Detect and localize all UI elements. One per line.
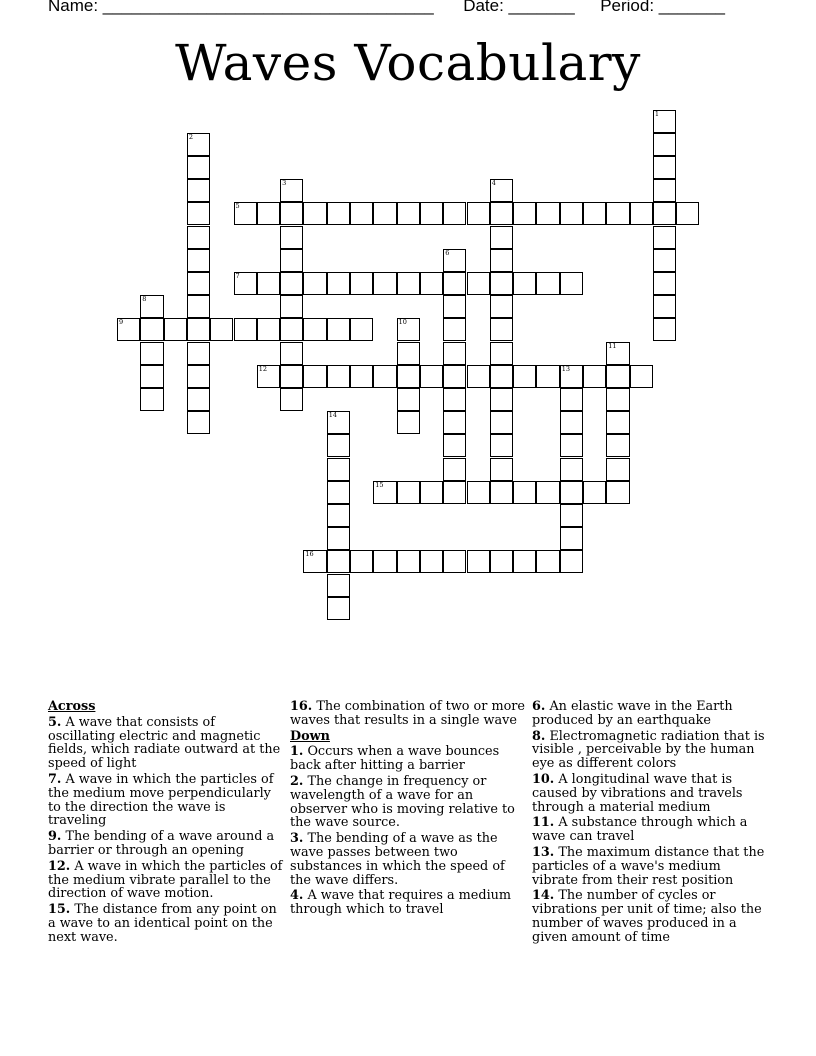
- crossword-cell[interactable]: [234, 202, 257, 225]
- crossword-cell[interactable]: [303, 550, 326, 573]
- clue-number: 3: [282, 179, 287, 188]
- crossword-cell[interactable]: [653, 156, 676, 179]
- crossword-cell[interactable]: [513, 550, 536, 573]
- crossword-cell[interactable]: [490, 249, 513, 272]
- crossword-cell[interactable]: [187, 411, 210, 434]
- crossword-cell[interactable]: [606, 365, 629, 388]
- crossword-cell[interactable]: [490, 411, 513, 434]
- crossword-cell[interactable]: [373, 365, 396, 388]
- clue-column-3: [532, 700, 768, 947]
- crossword-cell[interactable]: [560, 481, 583, 504]
- crossword-cell[interactable]: [303, 272, 326, 295]
- crossword-cell[interactable]: [397, 550, 420, 573]
- crossword-cell[interactable]: [140, 388, 163, 411]
- crossword-cell[interactable]: [443, 342, 466, 365]
- clue-number: 14: [328, 411, 337, 420]
- crossword-cell[interactable]: [653, 249, 676, 272]
- crossword-cell[interactable]: [467, 202, 490, 225]
- crossword-cell[interactable]: [303, 365, 326, 388]
- crossword-cell[interactable]: [420, 202, 443, 225]
- crossword-cell[interactable]: [187, 179, 210, 202]
- crossword-cell[interactable]: [327, 504, 350, 527]
- crossword-cell[interactable]: [280, 342, 303, 365]
- crossword-cell[interactable]: [187, 226, 210, 249]
- crossword-cell[interactable]: [327, 318, 350, 341]
- crossword-cell[interactable]: [490, 179, 513, 202]
- crossword-cell[interactable]: [490, 388, 513, 411]
- crossword-cell[interactable]: [606, 411, 629, 434]
- crossword-cell[interactable]: [327, 527, 350, 550]
- clue-across-9: 9. The bending of a wave around a barrier or through an opening: [48, 829, 275, 858]
- clue-across-16: 16. The combination of two or more waves that results in a single wave: [290, 699, 525, 728]
- crossword-cell[interactable]: [397, 388, 420, 411]
- clue-number: 9: [119, 318, 124, 327]
- crossword-cell[interactable]: [140, 295, 163, 318]
- down-heading: Down: [290, 728, 330, 744]
- crossword-cell[interactable]: [303, 202, 326, 225]
- crossword-cell[interactable]: [513, 365, 536, 388]
- clue-number: 10: [398, 318, 407, 327]
- date-field-label[interactable]: Date: _______: [463, 0, 575, 15]
- crossword-cell[interactable]: [164, 318, 187, 341]
- crossword-cell[interactable]: [443, 550, 466, 573]
- crossword-cell[interactable]: [490, 458, 513, 481]
- crossword-cell[interactable]: [280, 179, 303, 202]
- crossword-cell[interactable]: [467, 550, 490, 573]
- crossword-cell[interactable]: [653, 226, 676, 249]
- clue-down-6: 6. An elastic wave in the Earth produced by an earthquake: [532, 699, 733, 728]
- crossword-cell[interactable]: [257, 365, 280, 388]
- crossword-cell[interactable]: [513, 481, 536, 504]
- crossword-cell[interactable]: [443, 249, 466, 272]
- clue-column-1: [48, 700, 284, 947]
- crossword-cell[interactable]: [443, 295, 466, 318]
- crossword-cell[interactable]: [373, 481, 396, 504]
- crossword-cell[interactable]: [467, 481, 490, 504]
- clue-down-11: 11. A substance through which a wave can travel: [532, 815, 748, 845]
- crossword-cell[interactable]: [397, 365, 420, 388]
- crossword-cell[interactable]: [327, 202, 350, 225]
- crossword-cell[interactable]: [350, 272, 373, 295]
- clue-number: 1: [654, 109, 660, 118]
- period-field-label[interactable]: Period: _______: [600, 0, 725, 15]
- crossword-cell[interactable]: [560, 411, 583, 434]
- crossword-cell[interactable]: [280, 202, 303, 225]
- clue-down-3: 3. The bending of a wave as the wave passes between two substances in which the speed of the wave differs.: [290, 831, 505, 888]
- crossword-cell[interactable]: [350, 550, 373, 573]
- crossword-cell[interactable]: [350, 202, 373, 225]
- crossword-cell[interactable]: [373, 550, 396, 573]
- clue-down-13: 13. The maximum distance that the particles of a wave's medium vibrate from their rest position: [532, 844, 765, 888]
- crossword-cell[interactable]: [606, 342, 629, 365]
- crossword-cell[interactable]: [187, 365, 210, 388]
- clue-number: 11: [608, 341, 617, 350]
- crossword-cell[interactable]: [443, 202, 466, 225]
- crossword-cell[interactable]: [327, 272, 350, 295]
- crossword-cell[interactable]: [420, 550, 443, 573]
- crossword-cell[interactable]: [630, 202, 653, 225]
- clue-number: 8: [142, 295, 147, 304]
- clue-across-5: 5. A wave that consists of oscillating electric and magnetic fields, which radiate outward at the speed of light: [48, 714, 281, 772]
- crossword-cell[interactable]: [536, 272, 559, 295]
- crossword-cell[interactable]: [327, 411, 350, 434]
- crossword-cell[interactable]: [187, 295, 210, 318]
- crossword-cell[interactable]: [443, 318, 466, 341]
- crossword-cell[interactable]: [676, 202, 699, 225]
- crossword-cell[interactable]: [140, 342, 163, 365]
- crossword-cell[interactable]: [560, 504, 583, 527]
- crossword-cell[interactable]: [280, 318, 303, 341]
- clue-number: 15: [375, 480, 384, 489]
- crossword-cell[interactable]: [443, 481, 466, 504]
- crossword-cell[interactable]: [397, 272, 420, 295]
- crossword-cell[interactable]: [443, 458, 466, 481]
- crossword-cell[interactable]: [513, 272, 536, 295]
- crossword-cell[interactable]: [653, 318, 676, 341]
- crossword-cell[interactable]: [606, 388, 629, 411]
- clue-across-15: 15. The distance from any point on a wave to an identical point on the next wave.: [48, 902, 277, 945]
- crossword-cell[interactable]: [490, 202, 513, 225]
- crossword-cell[interactable]: [467, 272, 490, 295]
- crossword-cell[interactable]: [187, 156, 210, 179]
- crossword-cell[interactable]: [420, 481, 443, 504]
- crossword-cell[interactable]: [653, 295, 676, 318]
- crossword-cell[interactable]: [397, 202, 420, 225]
- clue-number: 13: [561, 364, 570, 373]
- clue-down-14: 14. The number of cycles or vibrations per unit of time; also the number of waves produced in a given amount of time: [532, 888, 762, 945]
- crossword-cell[interactable]: [234, 318, 257, 341]
- crossword-cell[interactable]: [327, 574, 350, 597]
- crossword-cell[interactable]: [536, 202, 559, 225]
- crossword-cell[interactable]: [653, 133, 676, 156]
- crossword-cell[interactable]: [490, 481, 513, 504]
- crossword-cell[interactable]: [373, 202, 396, 225]
- crossword-cell[interactable]: [397, 411, 420, 434]
- crossword-cell[interactable]: [327, 458, 350, 481]
- clue-number: 16: [305, 550, 314, 559]
- crossword-cell[interactable]: [397, 318, 420, 341]
- crossword-cell[interactable]: [140, 318, 163, 341]
- clue-number: 7: [235, 271, 240, 280]
- crossword-cell[interactable]: [187, 272, 210, 295]
- crossword-cell[interactable]: [606, 458, 629, 481]
- crossword-cell[interactable]: [490, 342, 513, 365]
- crossword-cell[interactable]: [606, 434, 629, 457]
- clue-number: 6: [445, 248, 450, 257]
- crossword-cell[interactable]: [420, 365, 443, 388]
- crossword-cell[interactable]: [653, 179, 676, 202]
- crossword-cell[interactable]: [187, 342, 210, 365]
- clue-down-4: 4. A wave that requires a medium through which to travel: [290, 888, 512, 918]
- crossword-cell[interactable]: [583, 481, 606, 504]
- crossword-cell[interactable]: [443, 411, 466, 434]
- crossword-cell[interactable]: [606, 202, 629, 225]
- crossword-cell[interactable]: [280, 226, 303, 249]
- crossword-cell[interactable]: [350, 365, 373, 388]
- crossword-cell[interactable]: [117, 318, 140, 341]
- crossword-cell[interactable]: [560, 550, 583, 573]
- crossword-cell[interactable]: [257, 318, 280, 341]
- crossword-cell[interactable]: [513, 202, 536, 225]
- clue-across-12: 12. A wave in which the particles of the medium vibrate parallel to the direction of wave motion.: [48, 858, 283, 902]
- crossword-cell[interactable]: [187, 388, 210, 411]
- crossword-cell[interactable]: [490, 550, 513, 573]
- crossword-cell[interactable]: [210, 318, 233, 341]
- clue-column-2: [290, 700, 526, 919]
- clue-across-7: 7. A wave in which the particles of the medium move perpendicularly to the direction the wave is traveling: [48, 771, 274, 829]
- clue-down-10: 10. A longitudinal wave that is caused by vibrations and travels through a material medium: [532, 771, 743, 815]
- clue-down-8: 8. Electromagnetic radiation that is visible , perceivable by the human eye as different colors: [532, 728, 765, 772]
- crossword-cell[interactable]: [560, 527, 583, 550]
- crossword-cell[interactable]: [490, 226, 513, 249]
- crossword-cell[interactable]: [280, 388, 303, 411]
- crossword-cell[interactable]: [490, 295, 513, 318]
- crossword-cell[interactable]: [653, 110, 676, 133]
- crossword-cell[interactable]: [257, 272, 280, 295]
- crossword-cell[interactable]: [397, 342, 420, 365]
- crossword-cell[interactable]: [583, 202, 606, 225]
- crossword-cell[interactable]: [187, 202, 210, 225]
- crossword-cell[interactable]: [583, 365, 606, 388]
- crossword-cell[interactable]: [536, 550, 559, 573]
- crossword-cell[interactable]: [467, 365, 490, 388]
- crossword-cell[interactable]: [373, 272, 396, 295]
- crossword-cell[interactable]: [490, 365, 513, 388]
- clue-number: 2: [188, 132, 194, 141]
- crossword-cell[interactable]: [536, 481, 559, 504]
- crossword-cell[interactable]: [397, 481, 420, 504]
- crossword-cell[interactable]: [327, 365, 350, 388]
- clue-down-1: 1. Occurs when a wave bounces back after hitting a barrier: [290, 744, 500, 774]
- crossword-cell[interactable]: [443, 365, 466, 388]
- name-field-label[interactable]: Name: ___________________________________: [48, 0, 434, 15]
- crossword-cell[interactable]: [653, 202, 676, 225]
- crossword-cell[interactable]: [280, 249, 303, 272]
- crossword-cell[interactable]: [327, 597, 350, 620]
- crossword-cell[interactable]: [327, 550, 350, 573]
- crossword-cell[interactable]: [187, 249, 210, 272]
- crossword-cell[interactable]: [420, 272, 443, 295]
- crossword-cell[interactable]: [234, 272, 257, 295]
- crossword-cell[interactable]: [536, 365, 559, 388]
- crossword-cell[interactable]: [560, 272, 583, 295]
- crossword-cell[interactable]: [560, 458, 583, 481]
- crossword-cell[interactable]: [187, 133, 210, 156]
- crossword-cell[interactable]: [630, 365, 653, 388]
- crossword-cell[interactable]: [140, 365, 163, 388]
- clue-number: 4: [491, 179, 496, 188]
- crossword-cell[interactable]: [327, 481, 350, 504]
- crossword-cell[interactable]: [303, 318, 326, 341]
- crossword-cell[interactable]: [560, 388, 583, 411]
- crossword-cell[interactable]: [560, 434, 583, 457]
- crossword-cell[interactable]: [653, 272, 676, 295]
- crossword-cell[interactable]: [443, 434, 466, 457]
- crossword-cell[interactable]: [560, 365, 583, 388]
- crossword-cell[interactable]: [490, 318, 513, 341]
- crossword-cell[interactable]: [257, 202, 280, 225]
- crossword-cell[interactable]: [560, 202, 583, 225]
- clue-number: 12: [258, 364, 268, 373]
- crossword-cell[interactable]: [606, 481, 629, 504]
- crossword-cell[interactable]: [280, 295, 303, 318]
- crossword-cell[interactable]: [350, 318, 373, 341]
- across-heading: Across: [48, 699, 96, 714]
- crossword-cell[interactable]: [443, 388, 466, 411]
- crossword-cell[interactable]: [187, 318, 210, 341]
- crossword-cell[interactable]: [327, 434, 350, 457]
- crossword-cell[interactable]: [443, 272, 466, 295]
- crossword-cell[interactable]: [280, 272, 303, 295]
- page-title: Waves Vocabulary: [175, 34, 641, 92]
- crossword-cell[interactable]: [490, 434, 513, 457]
- crossword-cell[interactable]: [280, 365, 303, 388]
- clue-down-2: 2. The change in frequency or wavelength of a wave for an observer who is moving relative to the wave source.: [290, 773, 515, 831]
- clue-number: 5: [235, 202, 240, 211]
- crossword-cell[interactable]: [490, 272, 513, 295]
